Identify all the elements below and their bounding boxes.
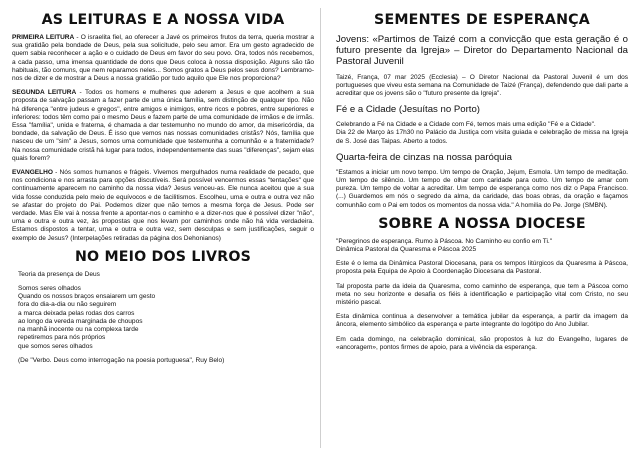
gospel-source: (Interpelações retiradas da página dos Dehonianos) bbox=[68, 234, 221, 242]
gospel-text: - Nós somos humanos e frágeis. Vivemos mergulhados numa realidade de pecado, que nos condiciona e nos arrasta para opções discutíveis. Será possível vencermos essas "tentações" que continuamente aparecem no caminho da nossa vida? Jesus venceu-as. Ele nunca aceitou que a sua vida fosse conduzida pelo meio de equívocos e de facilitismos. Escolheu, uma e outra e outra vez não se afastar do projeto do Pai. Podemos dizer que não temos a mesma força de Jesus. Pode ser verdade. Mas Ele vai à nossa frente a apontar-nos o caminho e a dizer-nos que é possível dizer "não", uma e outra e outra vez, às propostas que nos levam por caminhos onde não há vida verdadeira. Estamos dispostos a tentar, uma e outra e outra vez, sem desculpas e sem justificações, seguir o exemplo de Jesus? bbox=[12, 169, 314, 242]
second-reading-text: - Todos os homens e mulheres que aderem a Jesus e que acolhem a sua proposta de salvação passam a fazer parte de uma única família, sem distinção de qualquer tipo. Não há diferença "entre judeus e gregos", entre amigos e inimigos, entre ricos e pobres, entre superiores e inferiores: todos têm como pai o mesmo Deus e fazem parte de uma comunidade de irmãos e de irmãs. Essa "família", unida e fraterna, é chamada a dar testemunho no mundo do amor, da misericórdia, da bondade, da salvação de Deus. É isso que vemos nas nossas comunidades cristãs? Nós, família que nasceu de um "sim" a Jesus, somos uma comunidade que testemunha a comunhão e a fraternidade? Na nossa comunidade cristã há lugar para todos, independentemente das suas "diferenças", sejam elas quais forem? bbox=[12, 89, 314, 162]
poem-line: a marca deixada pelas rodas dos carros bbox=[18, 309, 135, 317]
second-reading-label: SEGUNDA LEITURA bbox=[12, 89, 77, 97]
first-reading-paragraph bbox=[12, 34, 314, 83]
second-reading-paragraph bbox=[12, 89, 314, 163]
poem-credit: (De "Verbo. Deus como interrogação na poesia portuguesa", Ruy Belo) bbox=[18, 356, 225, 364]
faith-city-intro: Celebrando a Fé na Cidade e a Cidade com Fé, temos mais uma edição "Fé e a Cidade". bbox=[336, 121, 596, 129]
poem-line: ao longo da vereda marginada de choupos bbox=[18, 317, 143, 325]
homily-quote bbox=[336, 169, 628, 210]
section-title-diocese: SOBRE A NOSSA DIOCESE bbox=[378, 215, 586, 232]
faith-city-details: Dia 22 de Março às 17h30 no Palácio da Justiça com visita guiada e celebração de missa na Igreja de S. José das Taipas. Aberto a todos. bbox=[336, 129, 628, 145]
poem-heading: Teoria da presença de Deus bbox=[18, 270, 100, 278]
diocese-paragraph: Este é o lema da Dinâmica Pastoral Diocesana, para os tempos litúrgicos da Quaresma à Páscoa, proposta pela Equipa de Apoio à Coordenação Diocesana da Pastoral. bbox=[336, 260, 628, 276]
diocese-paragraph: Esta dinâmica continua a desenvolver a temática jubilar da esperança, a partir da imagem da âncora, elemento simbólico da esperança e parte integrante do logótipo do Ano Jubilar. bbox=[336, 313, 628, 329]
poem-line: Quando os nossos braços ensaiarem um gesto bbox=[18, 293, 156, 301]
diocese-motto-source: Dinâmica Pastoral da Quaresma e Páscoa 2025 bbox=[336, 246, 477, 254]
poem-line: fora do dia-a-dia ou não seguirem bbox=[18, 301, 117, 309]
diocese-paragraph: Tal proposta parte da ideia da Quaresma, como caminho de esperança, que tem a Páscoa como meta no seu horizonte e desafia os fiéis à identificação e participação vital com Cristo, no seu mistério pascal. bbox=[336, 282, 628, 307]
poem-line: que somos seres olhados bbox=[18, 342, 93, 350]
diocese-paragraph: Em cada domingo, na celebração dominical, são propostos à luz do Evangelho, lugares de «ancoragem», pontos firmes de apoio, para a vivência da esperança. bbox=[336, 335, 628, 351]
homily-credit: A homilia do Pe. Jorge (SMBN). bbox=[513, 201, 608, 209]
poem-line: Somos seres olhados bbox=[18, 285, 81, 293]
faith-city-heading: Fé e a Cidade (Jesuítas no Porto) bbox=[336, 104, 480, 116]
column-divider bbox=[320, 8, 321, 448]
poem-block bbox=[12, 271, 314, 365]
homily-quote-text: "Estamos a iniciar um novo tempo. Um tempo de Oração, Jejum, Esmola. Um tempo de meditação. Um tempo de silêncio. Um tempo de olhar com caridade para outro. Um tempo de amar com pureza. Um tempo de voltar a acreditar. Um tempo de esperança como nos diz o Papa Francisco. (...) Guardemos em nós o segredo da alma, da caridade, das boas obras, da oração e façamos comunhão com o Pai em todos os momentos da nossa vida." bbox=[336, 168, 628, 209]
diocese-motto: "Peregrinos de esperança. Rumo à Páscoa. No Caminho eu confio em Ti." bbox=[336, 237, 553, 245]
poem-line: repetiremos para nós próprios bbox=[18, 334, 106, 342]
taize-news: Taizé, França, 07 mar 2025 (Ecclesia) – O Diretor Nacional da Pastoral Juvenil é um dos portugueses que viveu esta semana na Comunidade de Taizé (França), defendendo que dali parte a acreditar que os jovens são o "futuro presente da Igreja". bbox=[336, 73, 628, 98]
section-title-seeds: SEMENTES DE ESPERANÇA bbox=[374, 12, 590, 28]
right-column bbox=[322, 0, 640, 452]
first-reading-text: - O israelita fiel, ao oferecer a Javé os primeiros frutos da terra, queria mostrar a sua gratidão pela bondade de Deus, pela sua solicitude, pelo seu amor. Era um gesto agradecido de quem sabia reconhecer a ação e o cuidado de Deus em favor do seu povo. Ora, todos nós recebemos, a cada passo, uma imensa quantidade de dons que Deus coloca à nossa disposição. Alguns são tão habituais, tão comuns, que nem reparamos neles... Somos gratos a Deus pelos seus dons? Lembramo-nos de dizer e de mostrar a Deus a nossa gratidão por tudo aquilo que Ele nos proporciona? bbox=[12, 34, 315, 83]
section-title-books: NO MEIO DOS LIVROS bbox=[74, 248, 252, 265]
youth-headline: Jovens: «Partimos de Taizé com a convicção que esta geração é o futuro presente da Igreja» – Diretor do Departamento Nacional da Pastoral Juvenil bbox=[336, 34, 628, 68]
gospel-paragraph bbox=[12, 169, 314, 243]
gospel-label: EVANGELHO bbox=[12, 169, 53, 177]
first-reading-label: PRIMEIRA LEITURA bbox=[12, 34, 75, 41]
poem-line: na manhã inocente ou na complexa tarde bbox=[18, 326, 139, 334]
ash-wednesday-heading: Quarta-feira de cinzas na nossa paróquia bbox=[336, 151, 512, 163]
section-title-readings: AS LEITURAS E A NOSSA VIDA bbox=[41, 12, 285, 28]
